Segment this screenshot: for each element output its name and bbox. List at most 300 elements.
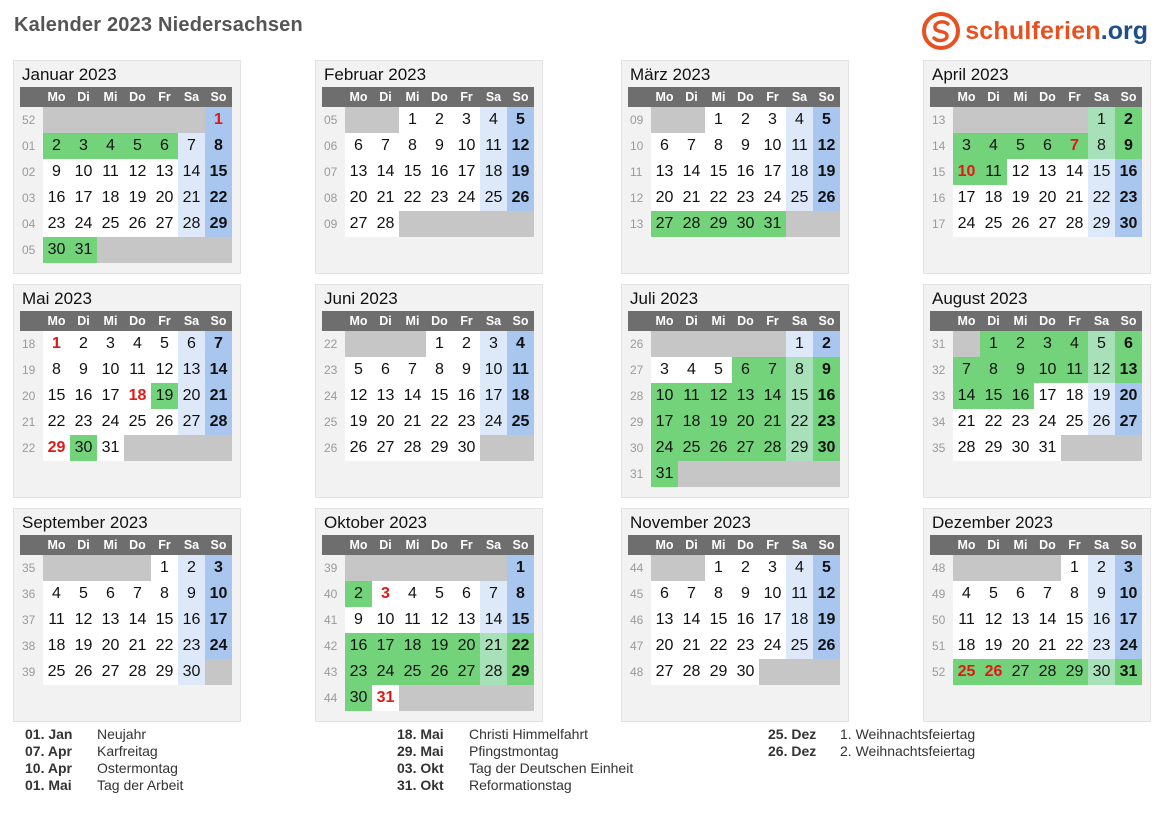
day-cell[interactable]: 11 — [124, 357, 151, 383]
day-cell[interactable]: 24 — [1115, 633, 1142, 659]
day-cell[interactable]: 28 — [124, 659, 151, 685]
day-cell[interactable]: 24 — [759, 185, 786, 211]
day-cell[interactable]: 12 — [705, 383, 732, 409]
day-cell[interactable]: 12 — [345, 383, 372, 409]
day-cell[interactable]: 11 — [980, 159, 1007, 185]
day-cell[interactable]: 11 — [678, 383, 705, 409]
day-cell[interactable]: 23 — [1088, 633, 1115, 659]
day-cell[interactable]: 19 — [70, 633, 97, 659]
day-cell[interactable]: 28 — [399, 435, 426, 461]
day-cell[interactable]: 2 — [1007, 331, 1034, 357]
day-cell[interactable]: 23 — [453, 409, 480, 435]
day-cell[interactable]: 30 — [732, 659, 759, 685]
day-cell[interactable]: 13 — [453, 607, 480, 633]
day-cell[interactable]: 28 — [480, 659, 507, 685]
day-cell[interactable]: 7 — [480, 581, 507, 607]
day-cell[interactable]: 6 — [372, 357, 399, 383]
day-cell[interactable]: 23 — [1007, 409, 1034, 435]
day-cell[interactable]: 15 — [399, 159, 426, 185]
day-cell[interactable]: 12 — [980, 607, 1007, 633]
day-cell[interactable]: 30 — [345, 685, 372, 711]
day-cell[interactable]: 4 — [480, 107, 507, 133]
day-cell[interactable]: 12 — [70, 607, 97, 633]
day-cell[interactable]: 15 — [43, 383, 70, 409]
day-cell[interactable]: 11 — [480, 133, 507, 159]
day-cell[interactable]: 10 — [1115, 581, 1142, 607]
day-cell[interactable]: 24 — [70, 211, 97, 237]
day-cell[interactable]: 25 — [786, 185, 813, 211]
day-cell[interactable]: 9 — [1007, 357, 1034, 383]
day-cell[interactable]: 6 — [151, 133, 178, 159]
day-cell[interactable]: 31 — [1034, 435, 1061, 461]
day-cell[interactable]: 2 — [178, 555, 205, 581]
day-cell[interactable]: 15 — [1061, 607, 1088, 633]
day-cell[interactable]: 11 — [399, 607, 426, 633]
day-cell[interactable]: 17 — [759, 159, 786, 185]
day-cell[interactable]: 27 — [151, 211, 178, 237]
day-cell[interactable]: 10 — [70, 159, 97, 185]
day-cell[interactable]: 12 — [813, 133, 840, 159]
day-cell[interactable]: 14 — [178, 159, 205, 185]
day-cell[interactable]: 21 — [759, 409, 786, 435]
day-cell[interactable]: 18 — [786, 159, 813, 185]
day-cell[interactable]: 11 — [507, 357, 534, 383]
day-cell[interactable]: 4 — [97, 133, 124, 159]
day-cell[interactable]: 21 — [953, 409, 980, 435]
day-cell[interactable]: 29 — [426, 435, 453, 461]
day-cell[interactable]: 8 — [205, 133, 232, 159]
day-cell[interactable]: 25 — [786, 633, 813, 659]
day-cell[interactable]: 9 — [70, 357, 97, 383]
day-cell[interactable]: 29 — [43, 435, 70, 461]
day-cell[interactable]: 10 — [453, 133, 480, 159]
day-cell[interactable]: 16 — [1088, 607, 1115, 633]
day-cell[interactable]: 16 — [178, 607, 205, 633]
day-cell[interactable]: 10 — [372, 607, 399, 633]
day-cell[interactable]: 28 — [678, 659, 705, 685]
day-cell[interactable]: 26 — [1088, 409, 1115, 435]
day-cell[interactable]: 26 — [345, 435, 372, 461]
day-cell[interactable]: 20 — [1115, 383, 1142, 409]
day-cell[interactable]: 16 — [1115, 159, 1142, 185]
day-cell[interactable]: 3 — [70, 133, 97, 159]
day-cell[interactable]: 15 — [426, 383, 453, 409]
day-cell[interactable]: 14 — [1061, 159, 1088, 185]
day-cell[interactable]: 10 — [205, 581, 232, 607]
day-cell[interactable]: 6 — [345, 133, 372, 159]
day-cell[interactable]: 8 — [399, 133, 426, 159]
day-cell[interactable]: 30 — [732, 211, 759, 237]
day-cell[interactable]: 19 — [813, 607, 840, 633]
day-cell[interactable]: 10 — [759, 581, 786, 607]
day-cell[interactable]: 7 — [759, 357, 786, 383]
day-cell[interactable]: 7 — [1034, 581, 1061, 607]
day-cell[interactable]: 20 — [178, 383, 205, 409]
day-cell[interactable]: 3 — [480, 331, 507, 357]
day-cell[interactable]: 20 — [151, 185, 178, 211]
day-cell[interactable]: 31 — [97, 435, 124, 461]
day-cell[interactable]: 15 — [151, 607, 178, 633]
day-cell[interactable]: 1 — [426, 331, 453, 357]
day-cell[interactable]: 8 — [426, 357, 453, 383]
day-cell[interactable]: 9 — [426, 133, 453, 159]
day-cell[interactable]: 26 — [426, 659, 453, 685]
day-cell[interactable]: 30 — [43, 237, 70, 263]
day-cell[interactable]: 12 — [426, 607, 453, 633]
day-cell[interactable]: 23 — [345, 659, 372, 685]
day-cell[interactable]: 6 — [1007, 581, 1034, 607]
day-cell[interactable]: 27 — [732, 435, 759, 461]
day-cell[interactable]: 2 — [453, 331, 480, 357]
day-cell[interactable]: 9 — [1115, 133, 1142, 159]
day-cell[interactable]: 27 — [651, 659, 678, 685]
day-cell[interactable]: 23 — [426, 185, 453, 211]
day-cell[interactable]: 4 — [507, 331, 534, 357]
day-cell[interactable]: 22 — [43, 409, 70, 435]
day-cell[interactable]: 8 — [43, 357, 70, 383]
day-cell[interactable]: 31 — [372, 685, 399, 711]
day-cell[interactable]: 31 — [651, 461, 678, 487]
day-cell[interactable]: 9 — [1088, 581, 1115, 607]
day-cell[interactable]: 9 — [453, 357, 480, 383]
day-cell[interactable]: 9 — [813, 357, 840, 383]
day-cell[interactable]: 12 — [151, 357, 178, 383]
day-cell[interactable]: 1 — [43, 331, 70, 357]
day-cell[interactable]: 2 — [732, 555, 759, 581]
day-cell[interactable]: 19 — [1088, 383, 1115, 409]
day-cell[interactable]: 5 — [124, 133, 151, 159]
day-cell[interactable]: 18 — [507, 383, 534, 409]
day-cell[interactable]: 4 — [43, 581, 70, 607]
day-cell[interactable]: 11 — [97, 159, 124, 185]
day-cell[interactable]: 29 — [980, 435, 1007, 461]
day-cell[interactable]: 13 — [1115, 357, 1142, 383]
day-cell[interactable]: 29 — [705, 659, 732, 685]
day-cell[interactable]: 14 — [480, 607, 507, 633]
day-cell[interactable]: 26 — [813, 633, 840, 659]
day-cell[interactable]: 18 — [678, 409, 705, 435]
day-cell[interactable]: 26 — [1007, 211, 1034, 237]
day-cell[interactable]: 18 — [953, 633, 980, 659]
day-cell[interactable]: 31 — [70, 237, 97, 263]
day-cell[interactable]: 1 — [980, 331, 1007, 357]
day-cell[interactable]: 4 — [786, 555, 813, 581]
day-cell[interactable]: 5 — [70, 581, 97, 607]
day-cell[interactable]: 17 — [70, 185, 97, 211]
day-cell[interactable]: 2 — [813, 331, 840, 357]
day-cell[interactable]: 1 — [399, 107, 426, 133]
day-cell[interactable]: 9 — [732, 581, 759, 607]
day-cell[interactable]: 17 — [97, 383, 124, 409]
day-cell[interactable]: 15 — [705, 607, 732, 633]
day-cell[interactable]: 20 — [97, 633, 124, 659]
day-cell[interactable]: 24 — [953, 211, 980, 237]
day-cell[interactable]: 27 — [453, 659, 480, 685]
day-cell[interactable]: 23 — [1115, 185, 1142, 211]
day-cell[interactable]: 3 — [1115, 555, 1142, 581]
day-cell[interactable]: 19 — [705, 409, 732, 435]
day-cell[interactable]: 30 — [453, 435, 480, 461]
day-cell[interactable]: 10 — [953, 159, 980, 185]
day-cell[interactable]: 18 — [124, 383, 151, 409]
day-cell[interactable]: 28 — [678, 211, 705, 237]
day-cell[interactable]: 2 — [1088, 555, 1115, 581]
day-cell[interactable]: 24 — [453, 185, 480, 211]
day-cell[interactable]: 26 — [705, 435, 732, 461]
day-cell[interactable]: 28 — [178, 211, 205, 237]
day-cell[interactable]: 22 — [205, 185, 232, 211]
day-cell[interactable]: 28 — [1061, 211, 1088, 237]
day-cell[interactable]: 19 — [980, 633, 1007, 659]
day-cell[interactable]: 1 — [786, 331, 813, 357]
day-cell[interactable]: 29 — [205, 211, 232, 237]
day-cell[interactable]: 21 — [1061, 185, 1088, 211]
day-cell[interactable]: 24 — [1034, 409, 1061, 435]
day-cell[interactable]: 25 — [678, 435, 705, 461]
day-cell[interactable]: 7 — [953, 357, 980, 383]
day-cell[interactable]: 27 — [345, 211, 372, 237]
day-cell[interactable]: 30 — [813, 435, 840, 461]
day-cell[interactable]: 26 — [980, 659, 1007, 685]
day-cell[interactable]: 9 — [43, 159, 70, 185]
day-cell[interactable]: 16 — [345, 633, 372, 659]
day-cell[interactable]: 18 — [980, 185, 1007, 211]
day-cell[interactable]: 18 — [480, 159, 507, 185]
day-cell[interactable]: 3 — [759, 107, 786, 133]
day-cell[interactable]: 11 — [43, 607, 70, 633]
day-cell[interactable]: 9 — [732, 133, 759, 159]
day-cell[interactable]: 22 — [705, 185, 732, 211]
day-cell[interactable]: 27 — [178, 409, 205, 435]
day-cell[interactable]: 4 — [786, 107, 813, 133]
day-cell[interactable]: 16 — [43, 185, 70, 211]
day-cell[interactable]: 24 — [759, 633, 786, 659]
day-cell[interactable]: 5 — [813, 107, 840, 133]
day-cell[interactable]: 22 — [980, 409, 1007, 435]
day-cell[interactable]: 14 — [678, 159, 705, 185]
day-cell[interactable]: 28 — [372, 211, 399, 237]
day-cell[interactable]: 23 — [43, 211, 70, 237]
day-cell[interactable]: 5 — [705, 357, 732, 383]
day-cell[interactable]: 22 — [507, 633, 534, 659]
day-cell[interactable]: 12 — [507, 133, 534, 159]
day-cell[interactable]: 19 — [426, 633, 453, 659]
day-cell[interactable]: 26 — [151, 409, 178, 435]
day-cell[interactable]: 22 — [1061, 633, 1088, 659]
day-cell[interactable]: 14 — [678, 607, 705, 633]
day-cell[interactable]: 18 — [399, 633, 426, 659]
day-cell[interactable]: 15 — [507, 607, 534, 633]
day-cell[interactable]: 3 — [651, 357, 678, 383]
day-cell[interactable]: 27 — [651, 211, 678, 237]
day-cell[interactable]: 20 — [345, 185, 372, 211]
day-cell[interactable]: 7 — [399, 357, 426, 383]
day-cell[interactable]: 28 — [953, 435, 980, 461]
day-cell[interactable]: 2 — [426, 107, 453, 133]
day-cell[interactable]: 22 — [705, 633, 732, 659]
day-cell[interactable]: 19 — [507, 159, 534, 185]
day-cell[interactable]: 25 — [399, 659, 426, 685]
day-cell[interactable]: 3 — [1034, 331, 1061, 357]
day-cell[interactable]: 12 — [1007, 159, 1034, 185]
day-cell[interactable]: 17 — [453, 159, 480, 185]
day-cell[interactable]: 27 — [372, 435, 399, 461]
day-cell[interactable]: 26 — [124, 211, 151, 237]
day-cell[interactable]: 23 — [732, 185, 759, 211]
day-cell[interactable]: 25 — [97, 211, 124, 237]
day-cell[interactable]: 14 — [205, 357, 232, 383]
day-cell[interactable]: 11 — [953, 607, 980, 633]
day-cell[interactable]: 16 — [453, 383, 480, 409]
day-cell[interactable]: 8 — [1088, 133, 1115, 159]
day-cell[interactable]: 3 — [759, 555, 786, 581]
day-cell[interactable]: 25 — [43, 659, 70, 685]
day-cell[interactable]: 16 — [70, 383, 97, 409]
day-cell[interactable]: 30 — [1088, 659, 1115, 685]
day-cell[interactable]: 6 — [732, 357, 759, 383]
day-cell[interactable]: 27 — [1007, 659, 1034, 685]
day-cell[interactable]: 7 — [678, 581, 705, 607]
day-cell[interactable]: 15 — [980, 383, 1007, 409]
day-cell[interactable]: 8 — [1061, 581, 1088, 607]
day-cell[interactable]: 12 — [813, 581, 840, 607]
day-cell[interactable]: 3 — [953, 133, 980, 159]
day-cell[interactable]: 7 — [205, 331, 232, 357]
day-cell[interactable]: 30 — [1115, 211, 1142, 237]
day-cell[interactable]: 23 — [70, 409, 97, 435]
day-cell[interactable]: 5 — [1007, 133, 1034, 159]
day-cell[interactable]: 31 — [1115, 659, 1142, 685]
day-cell[interactable]: 3 — [205, 555, 232, 581]
day-cell[interactable]: 14 — [1034, 607, 1061, 633]
day-cell[interactable]: 20 — [651, 633, 678, 659]
day-cell[interactable]: 20 — [453, 633, 480, 659]
day-cell[interactable]: 16 — [1007, 383, 1034, 409]
day-cell[interactable]: 25 — [1061, 409, 1088, 435]
day-cell[interactable]: 24 — [372, 659, 399, 685]
day-cell[interactable]: 6 — [97, 581, 124, 607]
day-cell[interactable]: 27 — [1034, 211, 1061, 237]
day-cell[interactable]: 7 — [372, 133, 399, 159]
day-cell[interactable]: 6 — [1115, 331, 1142, 357]
day-cell[interactable]: 17 — [1115, 607, 1142, 633]
day-cell[interactable]: 13 — [372, 383, 399, 409]
day-cell[interactable]: 23 — [813, 409, 840, 435]
day-cell[interactable]: 26 — [70, 659, 97, 685]
day-cell[interactable]: 14 — [372, 159, 399, 185]
day-cell[interactable]: 16 — [732, 607, 759, 633]
day-cell[interactable]: 20 — [372, 409, 399, 435]
day-cell[interactable]: 12 — [1088, 357, 1115, 383]
day-cell[interactable]: 5 — [507, 107, 534, 133]
day-cell[interactable]: 8 — [705, 581, 732, 607]
day-cell[interactable]: 3 — [97, 331, 124, 357]
day-cell[interactable]: 4 — [399, 581, 426, 607]
day-cell[interactable]: 31 — [759, 211, 786, 237]
day-cell[interactable]: 10 — [759, 133, 786, 159]
day-cell[interactable]: 9 — [178, 581, 205, 607]
day-cell[interactable]: 21 — [678, 185, 705, 211]
day-cell[interactable]: 14 — [759, 383, 786, 409]
day-cell[interactable]: 22 — [399, 185, 426, 211]
day-cell[interactable]: 13 — [651, 607, 678, 633]
day-cell[interactable]: 24 — [480, 409, 507, 435]
day-cell[interactable]: 17 — [759, 607, 786, 633]
day-cell[interactable]: 13 — [151, 159, 178, 185]
day-cell[interactable]: 25 — [480, 185, 507, 211]
day-cell[interactable]: 10 — [1034, 357, 1061, 383]
day-cell[interactable]: 6 — [178, 331, 205, 357]
day-cell[interactable]: 2 — [345, 581, 372, 607]
day-cell[interactable]: 21 — [480, 633, 507, 659]
day-cell[interactable]: 7 — [178, 133, 205, 159]
day-cell[interactable]: 6 — [651, 133, 678, 159]
day-cell[interactable]: 19 — [345, 409, 372, 435]
day-cell[interactable]: 17 — [480, 383, 507, 409]
site-logo[interactable] — [921, 10, 1148, 52]
day-cell[interactable]: 20 — [651, 185, 678, 211]
day-cell[interactable]: 22 — [426, 409, 453, 435]
day-cell[interactable]: 11 — [786, 581, 813, 607]
day-cell[interactable]: 3 — [372, 581, 399, 607]
day-cell[interactable]: 13 — [732, 383, 759, 409]
day-cell[interactable]: 6 — [651, 581, 678, 607]
day-cell[interactable]: 10 — [97, 357, 124, 383]
day-cell[interactable]: 10 — [651, 383, 678, 409]
day-cell[interactable]: 9 — [345, 607, 372, 633]
day-cell[interactable]: 17 — [372, 633, 399, 659]
day-cell[interactable]: 30 — [1007, 435, 1034, 461]
day-cell[interactable]: 22 — [786, 409, 813, 435]
day-cell[interactable]: 25 — [980, 211, 1007, 237]
day-cell[interactable]: 29 — [786, 435, 813, 461]
day-cell[interactable]: 26 — [813, 185, 840, 211]
day-cell[interactable]: 17 — [651, 409, 678, 435]
day-cell[interactable]: 18 — [1061, 383, 1088, 409]
day-cell[interactable]: 18 — [97, 185, 124, 211]
day-cell[interactable]: 16 — [813, 383, 840, 409]
day-cell[interactable]: 14 — [953, 383, 980, 409]
day-cell[interactable]: 8 — [786, 357, 813, 383]
day-cell[interactable]: 17 — [953, 185, 980, 211]
day-cell[interactable]: 29 — [1088, 211, 1115, 237]
day-cell[interactable]: 14 — [124, 607, 151, 633]
day-cell[interactable]: 6 — [1034, 133, 1061, 159]
day-cell[interactable]: 8 — [151, 581, 178, 607]
day-cell[interactable]: 1 — [1061, 555, 1088, 581]
day-cell[interactable]: 1 — [205, 107, 232, 133]
day-cell[interactable]: 8 — [980, 357, 1007, 383]
day-cell[interactable]: 15 — [205, 159, 232, 185]
day-cell[interactable]: 20 — [1007, 633, 1034, 659]
day-cell[interactable]: 21 — [124, 633, 151, 659]
day-cell[interactable]: 25 — [124, 409, 151, 435]
day-cell[interactable]: 21 — [205, 383, 232, 409]
day-cell[interactable]: 4 — [678, 357, 705, 383]
day-cell[interactable]: 5 — [151, 331, 178, 357]
day-cell[interactable]: 19 — [813, 159, 840, 185]
day-cell[interactable]: 1 — [151, 555, 178, 581]
day-cell[interactable]: 29 — [1061, 659, 1088, 685]
day-cell[interactable]: 21 — [372, 185, 399, 211]
day-cell[interactable]: 2 — [1115, 107, 1142, 133]
day-cell[interactable]: 20 — [732, 409, 759, 435]
day-cell[interactable]: 30 — [70, 435, 97, 461]
day-cell[interactable]: 1 — [705, 555, 732, 581]
day-cell[interactable]: 21 — [1034, 633, 1061, 659]
day-cell[interactable]: 11 — [1061, 357, 1088, 383]
day-cell[interactable]: 7 — [1061, 133, 1088, 159]
